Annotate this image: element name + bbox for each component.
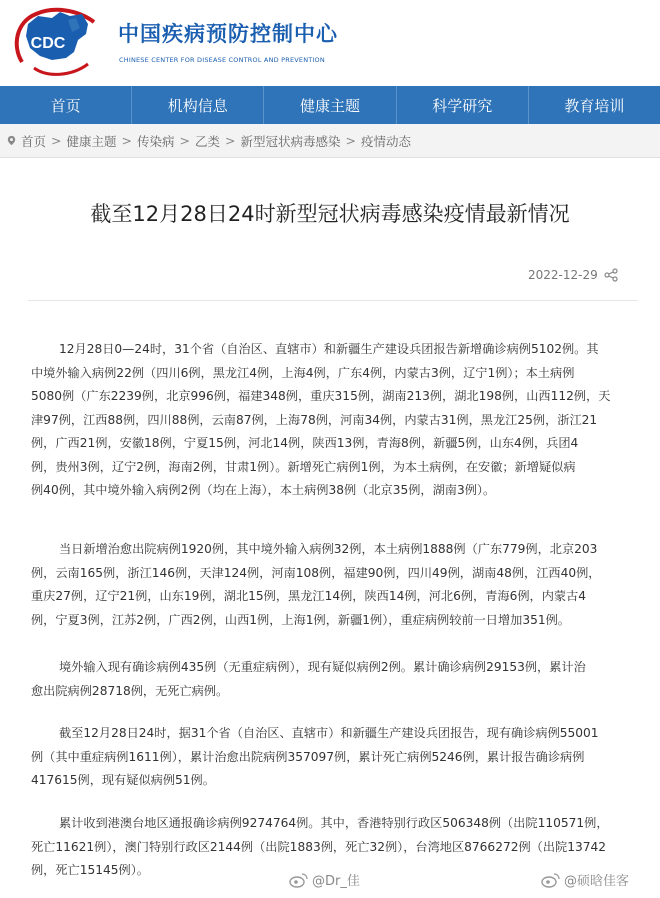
breadcrumb-home[interactable]: 首页 xyxy=(21,133,47,149)
text-line: 5080例（广东2239例，北京996例，福建348例，重庆315例，湖南213例，湖北198例，山西112例，天 xyxy=(31,389,611,403)
weibo-icon xyxy=(540,872,560,888)
watermark-text: @Dr_佳 xyxy=(312,874,360,889)
paragraph-cumulative xyxy=(31,722,599,793)
breadcrumb-separator-icon: > xyxy=(121,133,132,148)
paragraph-recoveries xyxy=(31,538,601,632)
site-header xyxy=(0,0,660,86)
cdc-logo-icon[interactable] xyxy=(8,4,108,82)
watermark-text: @硕晗佳客 xyxy=(564,874,630,889)
breadcrumb-outbreak-news[interactable]: 疫情动态 xyxy=(361,133,412,149)
text-line: 例，宁夏3例，江苏2例，广西2例，山西1例，上海1例，新疆1例），重症病例较前一日增加351例。 xyxy=(31,612,570,627)
paragraph-new-cases xyxy=(31,338,611,503)
text-line: 例，贵州3例，辽宁2例，海南2例，甘肃1例）。新增死亡病例1例，为本土病例，在安徽；新增疑似病 xyxy=(31,459,576,474)
text-line: 例，死亡15145例）。 xyxy=(31,863,149,877)
nav-item-research[interactable]: 科学研究 xyxy=(397,86,529,124)
breadcrumb-covid[interactable]: 新型冠状病毒感染 xyxy=(240,133,341,149)
text-line: 417615例，现有疑似病例51例。 xyxy=(31,773,215,787)
share-icon[interactable] xyxy=(604,268,618,282)
org-name-cn[interactable]: 中国疾病预防控制中心 xyxy=(118,22,338,46)
nav-item-education[interactable]: 教育培训 xyxy=(564,96,625,115)
text-line: 津97例，江西88例，四川88例，云南87例，上海78例，河南34例，内蒙古31例，黑龙江25例，浙江21 xyxy=(31,412,598,427)
breadcrumb-separator-icon: > xyxy=(51,133,62,148)
weibo-icon xyxy=(288,872,308,888)
text-line: 境外输入现有确诊病例435例（无重症病例），现有疑似病例2例。累计确诊病例29153例，累计治 xyxy=(59,660,586,674)
breadcrumb-class-b[interactable]: 乙类 xyxy=(195,133,221,149)
text-line: 12月28日0—24时，31个省（自治区、直辖市）和新疆生产建设兵团报告新增确诊病例5102例。其 xyxy=(59,342,599,356)
text-line: 愈出院病例28718例，无死亡病例。 xyxy=(31,683,229,698)
logo-text: CDC xyxy=(30,35,66,52)
title-divider xyxy=(28,300,638,301)
breadcrumb-health-topics[interactable]: 健康主题 xyxy=(66,133,117,149)
breadcrumb xyxy=(0,124,660,158)
nav-item-health-topics[interactable]: 健康主题 xyxy=(264,86,396,124)
org-name-en: CHINESE CENTER FOR DISEASE CONTROL AND PREVENTION xyxy=(119,56,325,64)
text-line: 例，云南165例，浙江146例，天津124例，河南108例，福建90例，四川49例，湖南48例，江西40例， xyxy=(31,565,601,580)
text-line: 累计收到港澳台地区通报确诊病例9274764例。其中，香港特别行政区506348例（出院110571例， xyxy=(59,816,609,830)
breadcrumb-separator-icon: > xyxy=(179,133,190,148)
text-line: 例（其中重症病例1611例），累计治愈出院病例357097例，累计死亡病例5246例，累计报告确诊病例 xyxy=(31,749,585,764)
text-line: 例40例，其中境外输入病例2例（均在上海），本土病例38例（北京35例，湖南3例）。 xyxy=(31,483,496,497)
text-line: 中境外输入病例22例（四川6例，黑龙江4例，上海4例，广东4例，内蒙古3例，辽宁1例）；本土病例 xyxy=(31,365,575,380)
main-nav xyxy=(0,86,660,124)
text-line: 重庆27例，辽宁21例，山东19例，湖北15例，黑龙江14例，陕西14例，河北6例，青海6例，内蒙古4 xyxy=(31,589,587,603)
text-line: 当日新增治愈出院病例1920例，其中境外输入病例32例，本土病例1888例（广东779例，北京203 xyxy=(59,542,598,556)
location-pin-icon xyxy=(6,135,17,146)
article-date: 2022-12-29 xyxy=(528,268,598,282)
breadcrumb-separator-icon: > xyxy=(345,133,356,148)
breadcrumb-separator-icon: > xyxy=(225,133,236,148)
breadcrumb-infectious-diseases[interactable]: 传染病 xyxy=(137,133,175,149)
nav-item-home[interactable]: 首页 xyxy=(0,86,132,124)
text-line: 截至12月28日24时，据31个省（自治区、直辖市）和新疆生产建设兵团报告，现有确诊病例55001 xyxy=(59,726,599,740)
watermark-2 xyxy=(540,870,629,889)
text-line: 死亡11621例），澳门特别行政区2144例（出院1883例，死亡32例），台湾地区8766272例（出院13742 xyxy=(31,839,606,854)
watermark-1 xyxy=(288,870,360,889)
text-line: 例，广西21例，安徽18例，宁夏15例，河北14例，陕西13例，青海8例，新疆5例，山东4例，兵团4 xyxy=(31,436,579,450)
article-title: 截至12月28日24时新型冠状病毒感染疫情最新情况 xyxy=(90,202,570,226)
paragraph-imported xyxy=(31,656,586,703)
nav-item-about[interactable]: 机构信息 xyxy=(132,86,264,124)
